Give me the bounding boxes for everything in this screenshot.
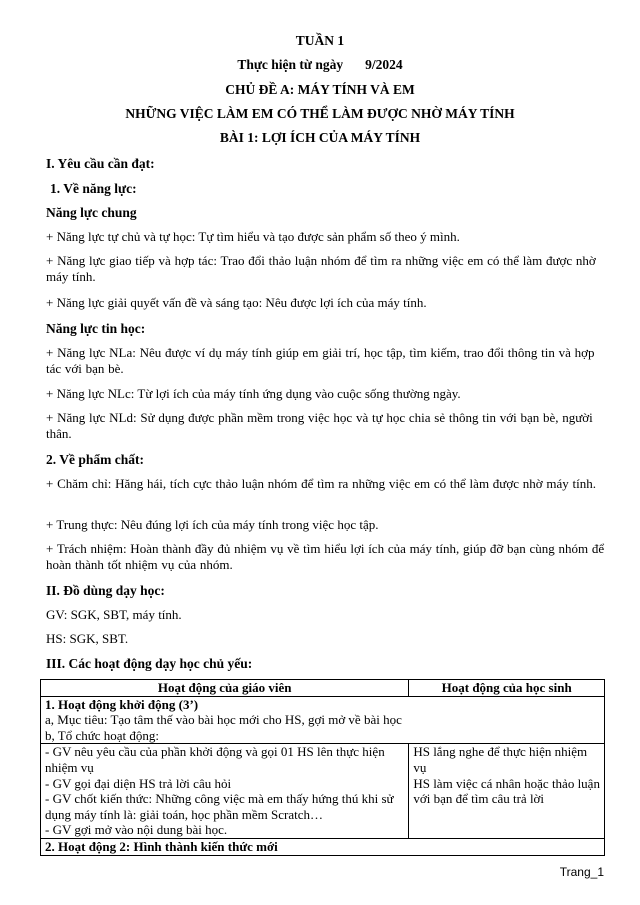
- subtopic-title: NHỮNG VIỆC LÀM EM CÓ THỂ LÀM ĐƯỢC NHỜ MÁY TÍNH: [125, 106, 515, 121]
- student-line: HS lắng nghe để thực hiện nhiệm vụ: [413, 744, 588, 775]
- teacher-line: - GV chốt kiến thức: Những công việc mà em thấy hứng thú khi sử dụng máy tính là: giải toán, học phần mềm Scratch…: [45, 791, 394, 822]
- activity1-content-row: [41, 744, 605, 839]
- page-number: Trang_1: [559, 865, 604, 879]
- it-item-2: + Năng lực NLc: Từ lợi ích của máy tính ứng dụng vào cuộc sống thường ngày.: [46, 386, 461, 401]
- student-column-header: Hoạt động của học sinh: [409, 680, 605, 697]
- it-item-3: + Năng lực NLd: Sử dụng được phần mềm trong việc học và tự học chia sẻ thông tin với bạn bè, người thân.: [46, 410, 593, 441]
- date-value: 9/2024: [365, 57, 403, 72]
- topic-title: CHỦ ĐỀ A: MÁY TÍNH VÀ EM: [225, 82, 415, 97]
- activity1-organization: b, Tổ chức hoạt động:: [45, 727, 160, 743]
- competence-title: 1. Về năng lực:: [50, 181, 137, 196]
- activity1-title: 1. Hoạt động khởi động (3’): [45, 696, 199, 712]
- teacher-activities-cell: [41, 744, 409, 839]
- activity2-title: 2. Hoạt động 2: Hình thành kiến thức mới: [41, 838, 605, 855]
- activity2-row: [41, 838, 605, 855]
- activity1-goal: a, Mục tiêu: Tạo tâm thế vào bài học mới cho HS, gợi mở về bài học: [45, 712, 402, 728]
- teacher-column-header: Hoạt động của giáo viên: [41, 680, 409, 697]
- materials-hs: HS: SGK, SBT.: [46, 631, 129, 646]
- teacher-line: - GV gợi mở vào nội dung bài học.: [45, 822, 228, 838]
- teacher-line: - GV gọi đại diện HS trả lời câu hỏi: [45, 775, 232, 791]
- teacher-line: - GV nêu yêu cầu của phần khởi động và gọi 01 HS lên thực hiện nhiệm vụ: [45, 744, 385, 775]
- it-item-1: + Năng lực NLa: Nêu được ví dụ máy tính giúp em giải trí, học tập, tìm kiếm, trao đổi thông tin và hợp tác với bạn bè.: [46, 345, 595, 376]
- quality-item-2: + Trung thực: Nêu đúng lợi ích của máy tính trong việc học tập.: [46, 517, 379, 532]
- week-title: TUẦN 1: [295, 33, 345, 48]
- activity1-intro-row: [41, 696, 605, 744]
- table-header-row: [41, 680, 605, 697]
- general-item-2: + Năng lực giao tiếp và hợp tác: Trao đổi thảo luận nhóm để tìm ra những việc em có thể làm được nhờ máy tính.: [46, 253, 596, 284]
- general-item-3: + Năng lực giải quyết vấn đề và sáng tạo: Nêu được lợi ích của máy tính.: [46, 295, 427, 310]
- materials-gv: GV: SGK, SBT, máy tính.: [46, 607, 182, 622]
- materials-title: II. Đồ dùng dạy học:: [46, 583, 165, 598]
- quality-title: 2. Về phẩm chất:: [46, 452, 145, 467]
- quality-item-3: + Trách nhiệm: Hoàn thành đầy đủ nhiệm vụ về tìm hiểu lợi ích của máy tính, giúp đỡ bạn cùng nhóm để hoàn thành tốt nhiệm vụ của nhóm.: [46, 541, 605, 572]
- date-label: Thực hiện từ ngày: [237, 57, 344, 72]
- quality-item-1: + Chăm chỉ: Hăng hái, tích cực thảo luận nhóm để tìm ra những việc em có thể làm được nhờ máy tính.: [46, 476, 596, 491]
- general-item-1: + Năng lực tự chủ và tự học: Tự tìm hiểu và tạo được sản phẩm số theo ý mình.: [46, 229, 460, 244]
- it-competence-title: Năng lực tin học:: [46, 321, 146, 336]
- student-activities-cell: [409, 744, 605, 839]
- student-line: HS làm việc cá nhân hoặc thảo luận với bạn để tìm câu trả lời: [413, 775, 600, 807]
- date-line: [0, 57, 640, 73]
- lesson-title: BÀI 1: LỢI ÍCH CỦA MÁY TÍNH: [219, 130, 421, 145]
- general-competence-title: Năng lực chung: [46, 205, 137, 220]
- activities-table: [40, 679, 605, 856]
- section-requirements-title: I. Yêu cầu cần đạt:: [46, 156, 155, 171]
- activities-title: III. Các hoạt động dạy học chủ yếu:: [46, 656, 253, 671]
